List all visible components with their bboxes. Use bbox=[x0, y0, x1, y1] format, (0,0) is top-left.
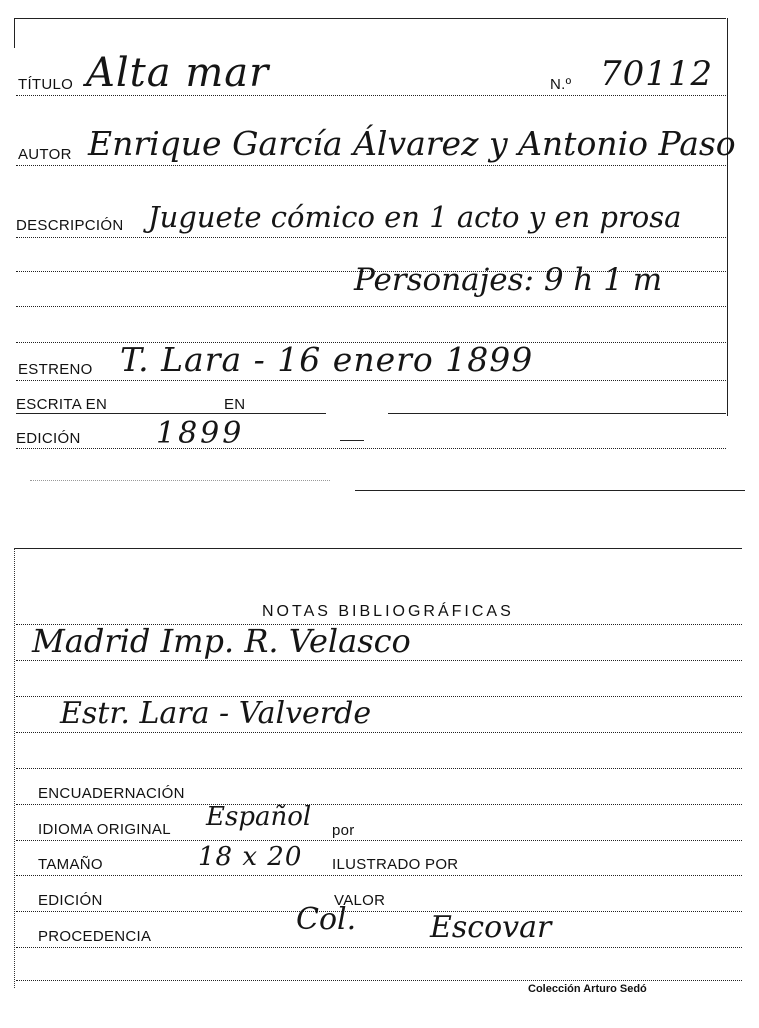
idioma-label: IDIOMA ORIGINAL bbox=[38, 821, 171, 838]
card-right-border bbox=[727, 18, 728, 416]
tamano-line bbox=[16, 875, 742, 876]
card-top-border bbox=[14, 18, 726, 19]
edicion-mark bbox=[340, 440, 364, 441]
descripcion-line-1 bbox=[16, 237, 726, 238]
escrita-line-left bbox=[16, 413, 326, 414]
estreno-line bbox=[16, 380, 726, 381]
lower-card-left-border bbox=[14, 548, 15, 988]
notas-heading: NOTAS BIBLIOGRÁFICAS bbox=[262, 603, 514, 620]
card-left-border bbox=[14, 18, 15, 48]
encuadernacion-line bbox=[16, 804, 742, 805]
descripcion-line-3 bbox=[16, 306, 726, 307]
autor-line bbox=[16, 165, 726, 166]
notas-line-5 bbox=[16, 768, 742, 769]
numero-value: 70112 bbox=[600, 54, 714, 94]
card-cut-line-right bbox=[355, 490, 745, 491]
coleccion-credit: Colección Arturo Sedó bbox=[528, 983, 647, 995]
autor-label: AUTOR bbox=[18, 146, 72, 163]
edicion-value: 1899 bbox=[156, 416, 245, 451]
lower-edicion-label: EDICIÓN bbox=[38, 892, 103, 909]
notas-value-2: Estr. Lara - Valverde bbox=[60, 696, 372, 731]
titulo-label: TÍTULO bbox=[18, 76, 74, 93]
notas-line-4 bbox=[16, 732, 742, 733]
procedencia-value-left: Col. bbox=[296, 902, 357, 937]
descripcion-value: Juguete cómico en 1 acto y en prosa bbox=[148, 200, 682, 234]
por-label: por bbox=[332, 822, 355, 839]
notas-value-1: Madrid Imp. R. Velasco bbox=[32, 622, 411, 660]
escrita-label: ESCRITA EN bbox=[16, 396, 108, 413]
procedencia-label: PROCEDENCIA bbox=[38, 928, 152, 945]
lower-edicion-line bbox=[16, 911, 742, 912]
titulo-line bbox=[16, 95, 726, 96]
lower-card-top-border bbox=[14, 548, 742, 549]
edicion-line bbox=[16, 448, 726, 449]
idioma-line bbox=[16, 840, 742, 841]
bottom-line bbox=[16, 980, 742, 981]
tamano-value: 18 x 20 bbox=[198, 842, 303, 872]
escrita-line-right bbox=[388, 413, 726, 414]
estreno-value: T. Lara - 16 enero 1899 bbox=[120, 340, 534, 379]
procedencia-value-right: Escovar bbox=[430, 910, 552, 945]
procedencia-line bbox=[16, 947, 742, 948]
escrita-en-label: EN bbox=[224, 396, 246, 413]
autor-value: Enrique García Álvarez y Antonio Paso bbox=[88, 124, 736, 163]
ilustrado-label: ILUSTRADO POR bbox=[332, 856, 459, 873]
estreno-label: ESTRENO bbox=[18, 361, 93, 378]
card-cut-line-left bbox=[30, 480, 330, 481]
notas-line-2 bbox=[16, 660, 742, 661]
numero-label: N.º bbox=[550, 76, 572, 93]
descripcion-label: DESCRIPCIÓN bbox=[16, 217, 124, 234]
tamano-label: TAMAÑO bbox=[38, 856, 103, 873]
descripcion-value-2: Personajes: 9 h 1 m bbox=[354, 262, 663, 298]
valor-label: VALOR bbox=[334, 892, 386, 909]
idioma-value: Español bbox=[206, 802, 312, 832]
encuadernacion-label: ENCUADERNACIÓN bbox=[38, 785, 185, 802]
titulo-value: Alta mar bbox=[86, 50, 270, 96]
edicion-label: EDICIÓN bbox=[16, 430, 81, 447]
